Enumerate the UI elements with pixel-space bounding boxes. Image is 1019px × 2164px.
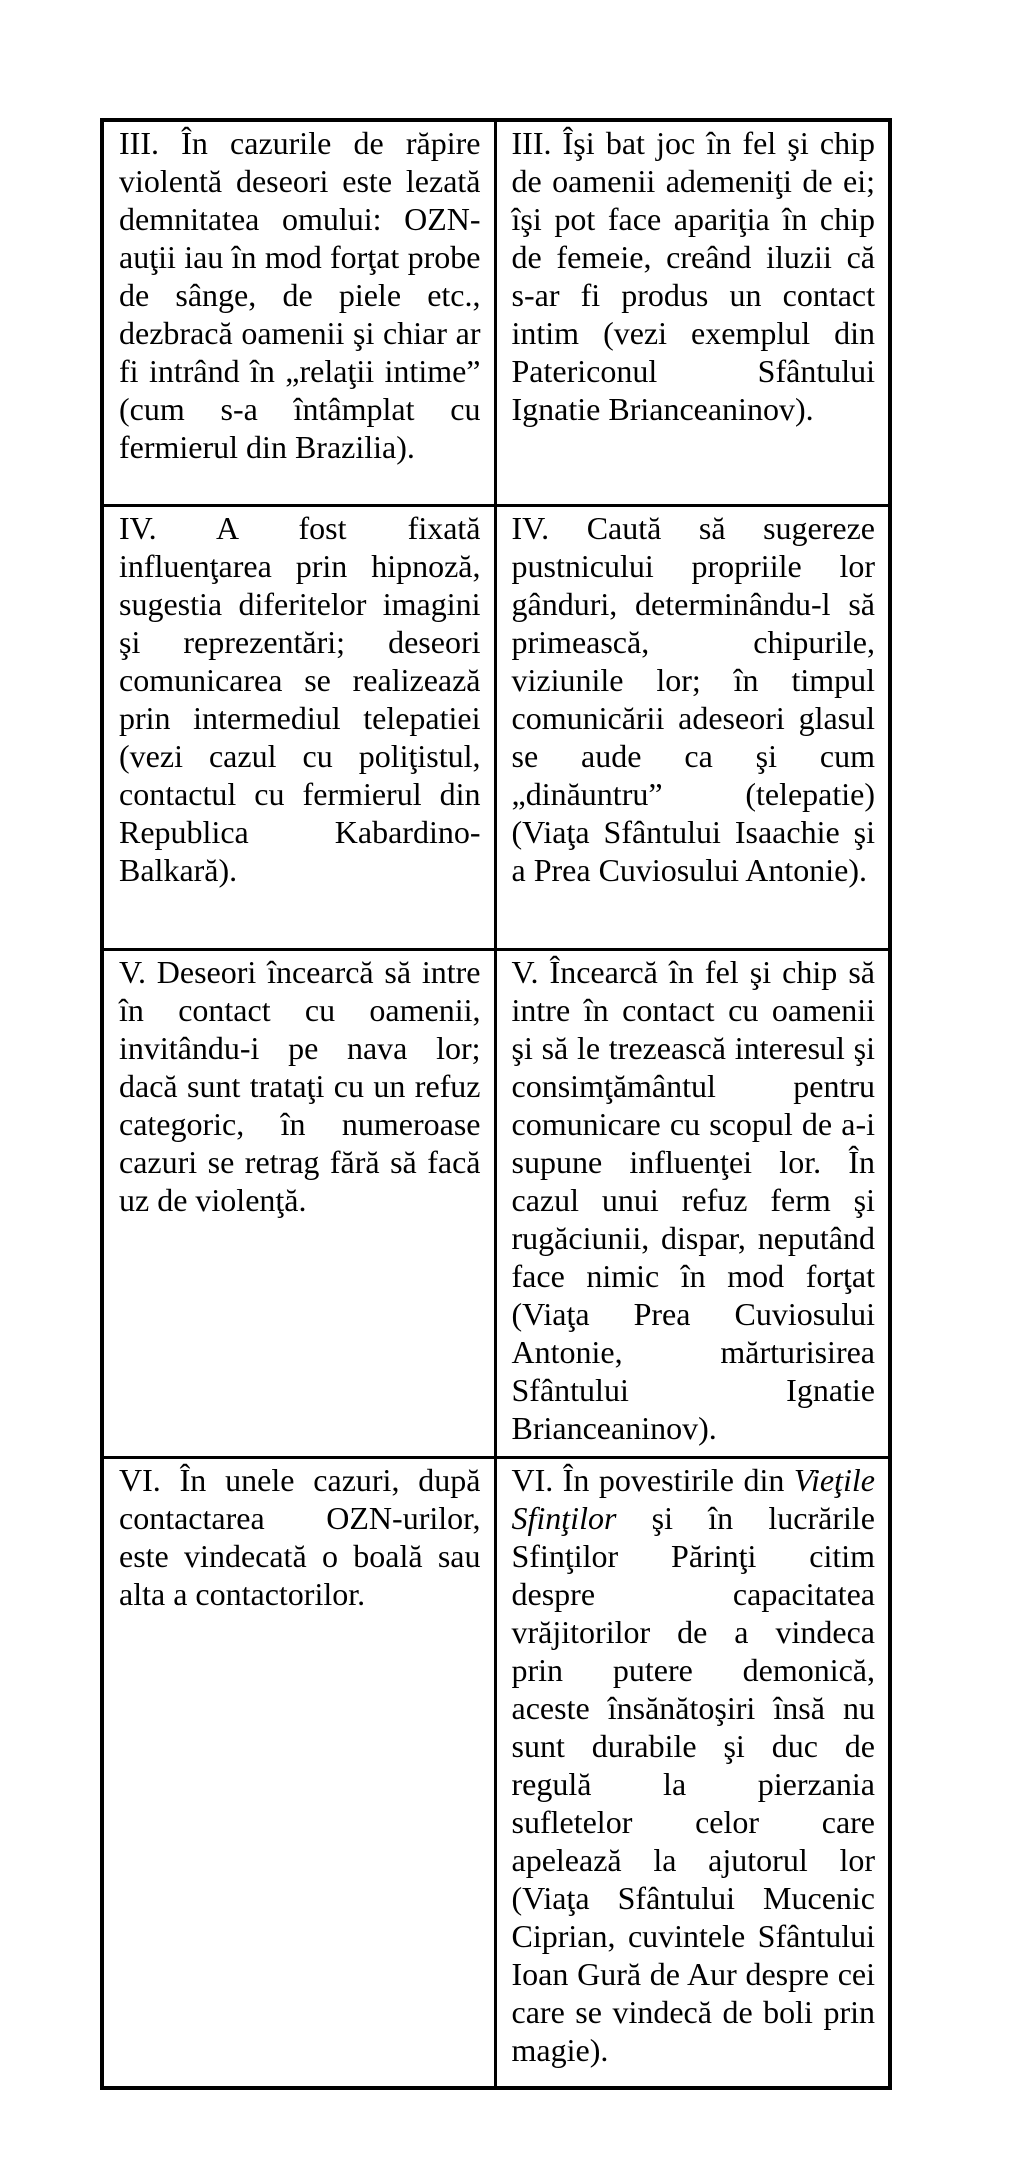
table-row-iv — [102, 506, 890, 950]
cell-vi-left-text: VI. În unele cazuri, după contactarea OZN-urilor, este vindecată o boală sau alta a contactorilor. — [119, 1461, 481, 1612]
cell-v-left — [102, 949, 495, 1457]
cell-vi-left — [102, 1457, 495, 2088]
cell-iv-right-text: IV. Caută să sugereze pustnicului propriile lor gânduri, determinându-l să primească, chipurile, viziunile lor; în timpul comunicării adeseori glasul se aude ca şi cum „dinăuntru” (telepatie) (Viaţa Sfântului Isaachie şi a Prea Cuviosului Antonie). — [511, 510, 875, 889]
cell-iv-left-text: IV. A fost fixată influenţarea prin hipnoză, sugestia diferitelor imagini şi reprezentări; deseori comunicarea se realizează prin intermediul telepatiei (vezi cazul cu poliţistul, contactul cu fermierul din Republica Kabardino-Balkară). — [119, 510, 481, 889]
cell-v-right-text: V. Încearcă în fel şi chip să intre în contact cu oamenii şi să le trezească interesul şi consimţământul pentru comunicare cu scopul de a-i supune influenţei lor. În cazul unui refuz ferm şi rugăciunii, dispar, neputând face nimic în mod forţat (Viaţa Prea Cuviosului Antonie, mărturisirea Sfântului Ignatie Brianceaninov). — [511, 953, 875, 1446]
cell-iii-left — [102, 120, 495, 506]
cell-iv-left — [102, 506, 495, 950]
table-row-v — [102, 949, 890, 1457]
cell-v-right — [495, 949, 890, 1457]
cell-iii-right — [495, 120, 890, 506]
cell-vi-right-text-pre: VI. În povestirile din — [511, 1461, 794, 1498]
comparison-table — [100, 118, 892, 2090]
cell-vi-right-text-post: şi în lucrările Sfinţilor Părinţi citim despre capacitatea vrăjitorilor de a vindeca prin putere demonică, aceste însănătoşiri însă nu sunt durabile şi duc de regulă la pierzania sufletelor celor care apelează la ajutorul lor (Viaţa Sfântului Mucenic Ciprian, cuvintele Sfântului Ioan Gură de Aur despre cei care se vindecă de boli prin magie). — [511, 1499, 875, 2068]
cell-iii-left-text: III. În cazurile de răpire violentă deseori este lezată demnitatea omului: OZN-auţii iau în mod forţat probe de sânge, de piele etc., dezbracă oamenii şi chiar ar fi intrând în „relaţii intime” (cum s-a întâmplat cu fermierul din Brazilia). — [119, 125, 481, 465]
cell-iv-right — [495, 506, 890, 950]
cell-v-left-text: V. Deseori încearcă să intre în contact cu oamenii, invitându-i pe nava lor; dacă sunt trataţi cu un refuz categoric, în numeroase cazuri se retrag fără să facă uz de violenţă. — [119, 953, 481, 1218]
cell-vi-right — [495, 1457, 890, 2088]
table-row-vi — [102, 1457, 890, 2088]
cell-iii-right-text: III. Îşi bat joc în fel şi chip de oamenii ademeniţi de ei; îşi pot face apariţia în chip de femeie, creând iluzii că s-ar fi produs un contact intim (vezi exemplul din Patericonul Sfântului Ignatie Brianceaninov). — [511, 125, 875, 427]
cell-vi-right-text-italic-title: Vieţile Sfinţilor — [511, 1461, 875, 1536]
table-row-iii — [102, 120, 890, 506]
